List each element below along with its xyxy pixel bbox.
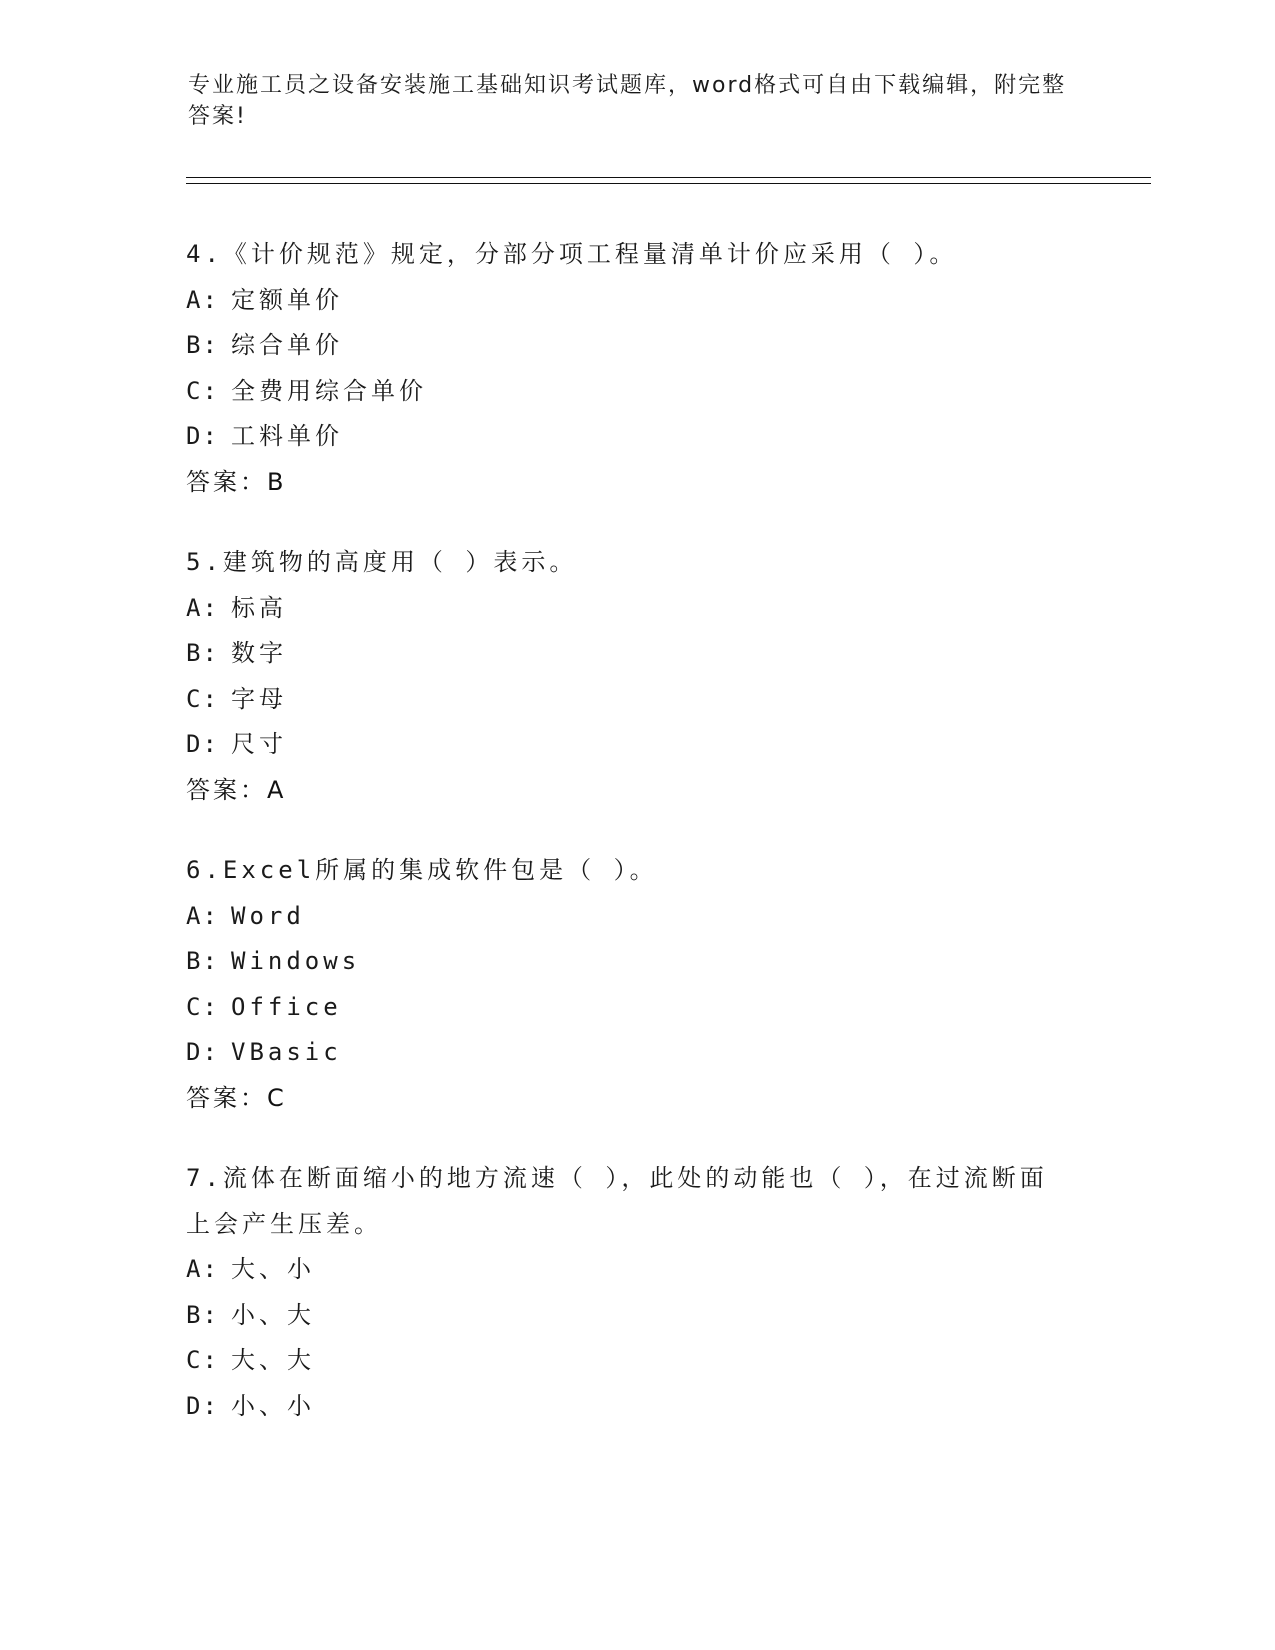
question-item (186, 1156, 1086, 1429)
option-key: B: (186, 1300, 219, 1329)
option-key: A: (186, 593, 219, 622)
option-key: B: (186, 331, 219, 359)
answer-line (186, 768, 1086, 814)
header-rule-top (186, 177, 1151, 178)
option-key: D: (186, 730, 219, 758)
answer-value: C (267, 1083, 287, 1112)
answer-label: 答案： (186, 1083, 267, 1112)
question-stem: 7.流体在断面缩小的地方流速（ ），此处的动能也（ ），在过流断面上会产生压差。 (186, 1164, 1048, 1238)
option-text: 定额单价 (231, 285, 343, 314)
option-text: Office (231, 992, 342, 1021)
option-key: A: (186, 285, 219, 314)
answer-option (186, 1030, 1086, 1076)
option-key: D: (186, 1391, 219, 1420)
option-text: 尺寸 (231, 730, 287, 758)
option-key: D: (186, 1038, 219, 1066)
answer-option (186, 894, 1086, 940)
option-key: C: (186, 992, 219, 1021)
answer-option (186, 1293, 1086, 1339)
answer-line (186, 460, 1086, 506)
option-text: 小、大 (231, 1300, 315, 1329)
option-text: 数字 (231, 639, 287, 667)
answer-option (186, 278, 1086, 324)
question-item (186, 848, 1086, 1121)
answer-option (186, 985, 1086, 1031)
answer-value: B (267, 467, 287, 496)
option-key: B: (186, 639, 219, 667)
answer-option (186, 1384, 1086, 1430)
question-stem: 4.《计价规范》规定，分部分项工程量清单计价应采用（ ）。 (186, 240, 958, 268)
option-text: 小、小 (231, 1391, 315, 1420)
option-text: Word (231, 901, 305, 930)
answer-option (186, 369, 1086, 415)
document-header: 专业施工员之设备安装施工基础知识考试题库，word格式可自由下载编辑，附完整答案! (188, 73, 1067, 129)
option-text: 标高 (231, 593, 287, 622)
question-stem: 5.建筑物的高度用（ ）表示。 (186, 548, 578, 576)
option-key: C: (186, 1346, 219, 1374)
answer-option (186, 1247, 1086, 1293)
question-item (186, 232, 1086, 505)
option-text: 工料单价 (231, 422, 343, 450)
option-key: A: (186, 1255, 219, 1283)
option-text: 大、小 (231, 1255, 315, 1283)
option-key: A: (186, 901, 219, 930)
answer-option (186, 414, 1086, 460)
option-text: 综合单价 (231, 331, 343, 359)
option-key: C: (186, 684, 219, 713)
answer-value: A (267, 775, 287, 804)
answer-option (186, 1338, 1086, 1384)
option-text: Windows (231, 947, 361, 975)
answer-option (186, 722, 1086, 768)
option-text: 全费用综合单价 (231, 376, 427, 405)
answer-option (186, 677, 1086, 723)
answer-option (186, 586, 1086, 632)
answer-option (186, 939, 1086, 985)
answer-label: 答案： (186, 775, 267, 804)
option-key: B: (186, 947, 219, 975)
answer-label: 答案： (186, 467, 267, 496)
option-key: C: (186, 376, 219, 405)
option-text: VBasic (231, 1038, 342, 1066)
question-item (186, 540, 1086, 813)
answer-option (186, 631, 1086, 677)
option-key: D: (186, 422, 219, 450)
answer-option (186, 323, 1086, 369)
option-text: 字母 (231, 684, 287, 713)
option-text: 大、大 (231, 1346, 315, 1374)
header-rule-bottom (186, 183, 1151, 184)
answer-line (186, 1076, 1086, 1122)
question-stem: 6.Excel所属的集成软件包是（ ）。 (186, 856, 658, 884)
question-list (186, 232, 1086, 1464)
